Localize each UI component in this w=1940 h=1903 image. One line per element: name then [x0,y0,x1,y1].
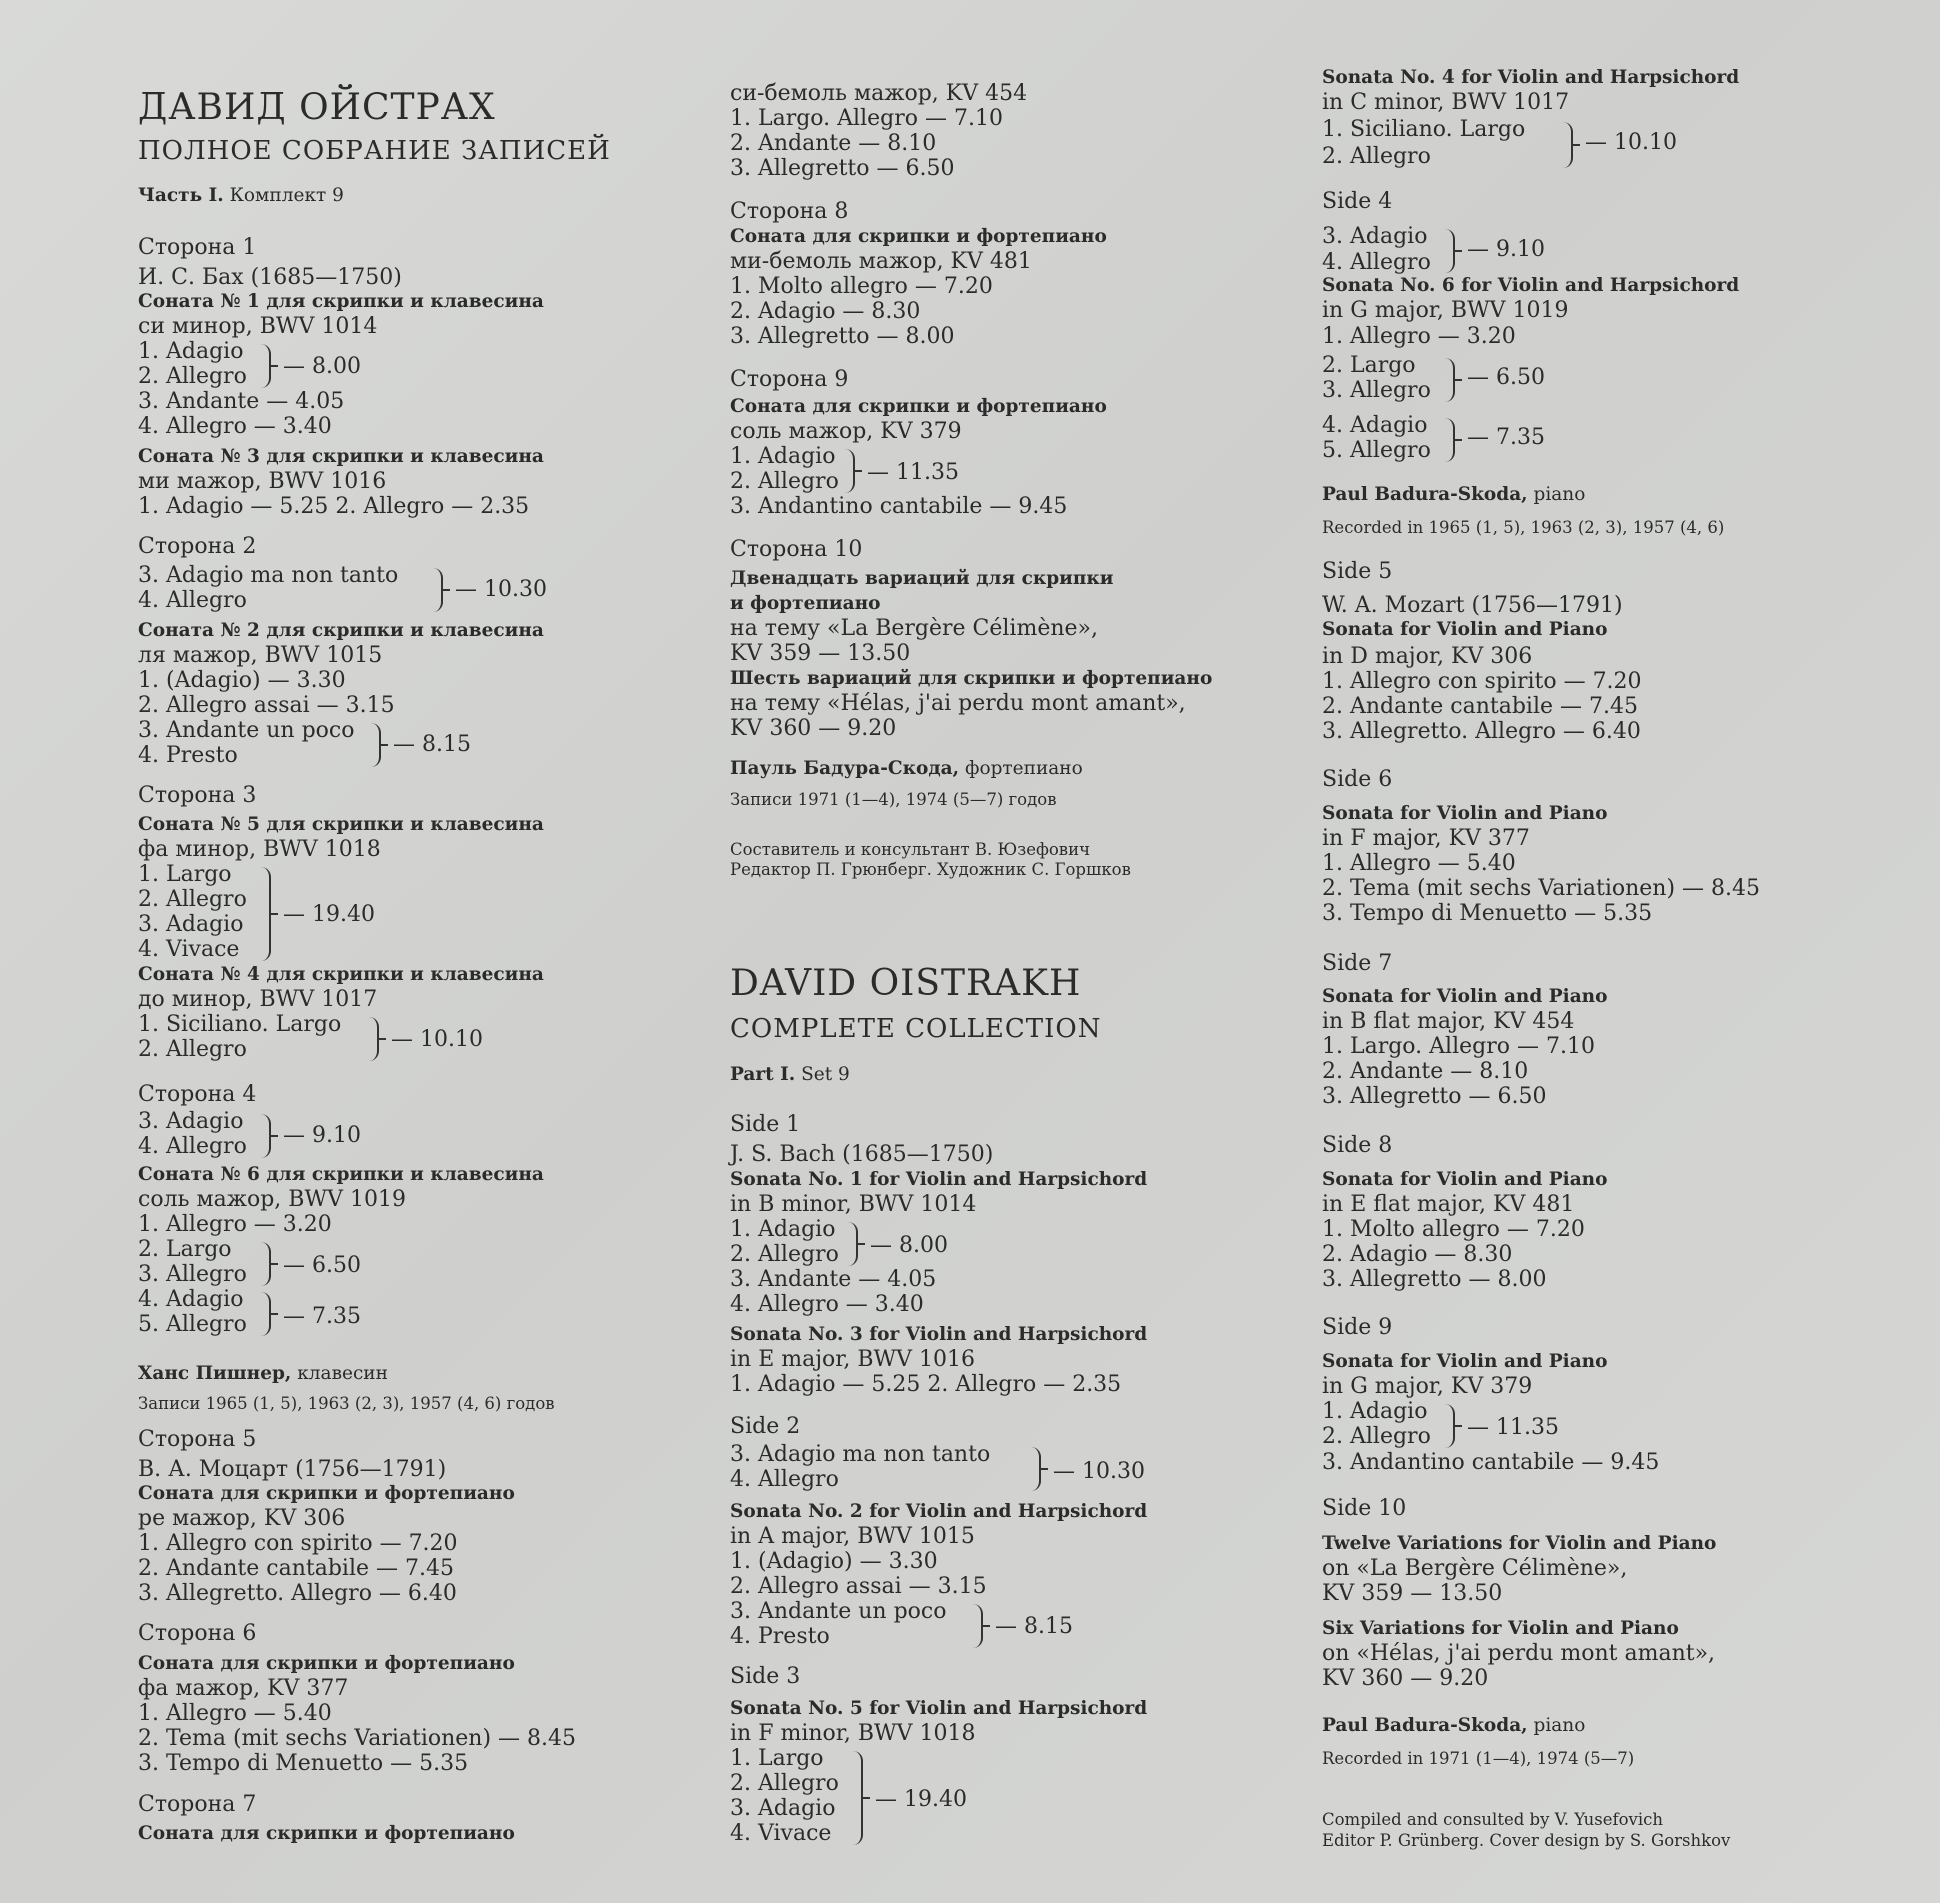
side-heading: Side 5 [1322,559,1393,584]
side-heading: Сторона 6 [138,1621,257,1646]
movement-duration: — 8.00 [870,1233,948,1258]
composer-line: В. А. Моцарт (1756—1791) [138,1457,447,1482]
movement: 1. (Adagio) — 3.30 [730,1549,938,1574]
work-key: in D major, KV 306 [1322,644,1533,669]
movement-duration: — 10.30 [455,577,547,602]
work-key: in G major, BWV 1019 [1322,298,1569,323]
side-heading: Сторона 9 [730,367,849,392]
movement: 4. Adagio [1322,413,1428,438]
movement: 2. Allegro [1322,1424,1431,1449]
movement-duration: — 11.35 [1467,1415,1559,1440]
movement-duration: — 8.15 [995,1614,1073,1639]
movement: 3. Allegretto — 6.50 [730,156,955,181]
movement: 3. Allegretto. Allegro — 6.40 [138,1581,457,1606]
movement: 2. Tema (mit sechs Variationen) — 8.45 [138,1726,577,1751]
movement: 1. Allegro con spirito — 7.20 [1322,669,1642,694]
movement-duration: — 8.00 [283,354,361,379]
side-heading: Сторона 7 [138,1792,257,1817]
brace-bracket [1442,1404,1455,1448]
work-key: ми-бемоль мажор, KV 481 [730,249,1032,274]
recording-dates: Recorded in 1965 (1, 5), 1963 (2, 3), 1957 (4, 6) [1322,518,1725,537]
work-key: соль мажор, KV 379 [730,419,962,444]
movement: 2. Allegro [730,469,839,494]
side-heading: Side 3 [730,1664,801,1689]
side-heading: Side 7 [1322,951,1393,976]
movement: 1. Adagio [138,339,244,364]
work-title: Sonata No. 4 for Violin and Harpsichord [1322,67,1740,88]
work-key: соль мажор, BWV 1019 [138,1187,406,1212]
movement: 1. Siciliano. Largo [138,1012,342,1037]
recording-dates: Записи 1971 (1—4), 1974 (5—7) годов [730,790,1057,809]
work-key: in A major, BWV 1015 [730,1524,975,1549]
work-key: in C minor, BWV 1017 [1322,90,1570,115]
movement: 2. Largo [138,1237,232,1262]
subtitle-ru: ПОЛНОЕ СОБРАНИЕ ЗАПИСЕЙ [138,136,611,166]
movement: 2. Allegro [730,1771,839,1796]
part-label: Часть I. [138,185,224,206]
performer-name: Paul Badura-Skoda, [1322,484,1528,505]
movement: 2. Andante — 8.10 [730,131,937,156]
movement: 3. Allegretto — 8.00 [730,324,955,349]
movement: 4. Adagio [138,1287,244,1312]
movement: 3. Adagio [1322,224,1428,249]
movement-duration: — 6.50 [1467,365,1545,390]
movement: 4. Allegro [1322,250,1431,275]
movement-duration: — 10.30 [1053,1459,1145,1484]
performer-instrument: piano [1527,484,1586,505]
movement: 3. Tempo di Menuetto — 5.35 [1322,901,1653,926]
work-title: Sonata for Violin and Piano [1322,1351,1608,1372]
movement: 4. Vivace [138,937,240,962]
movement: 3. Allegretto. Allegro — 6.40 [1322,719,1641,744]
brace-bracket [850,1751,863,1845]
side-heading: Сторона 4 [138,1082,257,1107]
brace-bracket [258,1292,271,1336]
work-title: Соната № 1 для скрипки и клавесина [138,291,544,312]
movement: 1. Adagio [730,1217,836,1242]
movement: 4. Presto [138,743,238,768]
work-theme: на тему «La Bergère Célimène», [730,616,1098,641]
movement: 2. Allegro [1322,144,1431,169]
performer-name: Пауль Бадура-Скода, [730,758,960,779]
work-title: Sonata for Violin and Piano [1322,619,1608,640]
movement-duration: — 10.10 [391,1027,483,1052]
performer-instrument: клавесин [291,1363,388,1384]
movement: 4. Presto [730,1624,830,1649]
title-ru: ДАВИД ОЙСТРАХ [138,87,496,128]
work-key: си-бемоль мажор, KV 454 [730,81,1028,106]
recording-dates: Recorded in 1971 (1—4), 1974 (5—7) [1322,1749,1635,1768]
movement: 2. Allegro [138,364,247,389]
work-catalog: KV 359 — 13.50 [1322,1581,1503,1606]
movement: 2. Andante cantabile — 7.45 [138,1556,454,1581]
recording-dates: Записи 1965 (1, 5), 1963 (2, 3), 1957 (4, 6) годов [138,1394,555,1413]
side-heading: Side 9 [1322,1315,1393,1340]
work-title: Sonata for Violin and Piano [1322,803,1608,824]
set-label: Комплект 9 [223,185,344,206]
movement: 4. Allegro [730,1467,839,1492]
movement: 1. Allegro — 3.20 [138,1212,332,1237]
work-title: Соната № 2 для скрипки и клавесина [138,620,544,641]
movement: 1. Largo. Allegro — 7.10 [1322,1034,1595,1059]
movement: 3. Andante un poco [138,718,355,743]
work-title: Соната для скрипки и фортепиано [730,396,1107,417]
performer-line [1322,1714,1585,1738]
brace-bracket [1442,229,1455,273]
work-key: ля мажор, BWV 1015 [138,643,383,668]
work-key: ми мажор, BWV 1016 [138,469,387,494]
side-heading: Side 1 [730,1112,801,1137]
movement: 3. Allegretto — 6.50 [1322,1084,1547,1109]
movement: 2. Allegro [138,1037,247,1062]
movement: 4. Allegro [138,588,247,613]
movement: 3. Andante un poco [730,1599,947,1624]
movement: 3. Allegretto — 8.00 [1322,1267,1547,1292]
credits-line: Editor P. Grünberg. Cover design by S. Gorshkov [1322,1831,1731,1850]
movement: 1. Allegro — 5.40 [1322,851,1516,876]
work-key: in F major, KV 377 [1322,826,1530,851]
side-heading: Сторона 10 [730,537,863,562]
movement: 3. Adagio [138,1109,244,1134]
brace-bracket [1560,122,1573,168]
movement-duration: — 8.15 [393,732,471,757]
credits-line: Редактор П. Грюнберг. Художник С. Горшков [730,860,1131,879]
work-key: in E major, BWV 1016 [730,1347,976,1372]
side-heading: Side 8 [1322,1133,1393,1158]
work-key: in B flat major, KV 454 [1322,1009,1575,1034]
movement: 1. Largo [730,1746,824,1771]
work-title: Соната для скрипки и фортепиано [730,226,1107,247]
movement: 2. Adagio — 8.30 [1322,1242,1513,1267]
movement-duration: — 9.10 [283,1123,361,1148]
work-title: Соната № 4 для скрипки и клавесина [138,964,544,985]
credits-line: Compiled and consulted by V. Yusefovich [1322,1810,1664,1829]
side-heading: Side 2 [730,1414,801,1439]
movement: 2. Andante — 8.10 [1322,1059,1529,1084]
movement: 1. Adagio [1322,1399,1428,1424]
movement-duration: — 6.50 [283,1253,361,1278]
brace-bracket [258,867,271,961]
movement: 4. Allegro [138,1134,247,1159]
credits-line: Составитель и консультант В. Юзефович [730,840,1091,859]
movement: 3. Andante — 4.05 [138,389,345,414]
movement: 1. Largo [138,862,232,887]
work-title: Sonata No. 1 for Violin and Harpsichord [730,1169,1148,1190]
movement: 5. Allegro [138,1312,247,1337]
work-key: in E flat major, KV 481 [1322,1192,1575,1217]
movement: 2. Adagio — 8.30 [730,299,921,324]
performer-line [138,1362,388,1386]
side-heading: Сторона 1 [138,235,257,260]
part-set-ru [138,184,344,208]
movement: 4. Allegro — 3.40 [138,414,332,439]
work-title: Sonata No. 6 for Violin and Harpsichord [1322,275,1740,296]
set-label: Set 9 [795,1064,850,1085]
brace-bracket [366,1017,379,1061]
performer-instrument: фортепиано [959,758,1083,779]
work-key: си минор, BWV 1014 [138,314,378,339]
movement: 2. Largo [1322,353,1416,378]
brace-bracket [1028,1447,1041,1491]
work-catalog: KV 360 — 9.20 [1322,1666,1489,1691]
movement: 1. Allegro con spirito — 7.20 [138,1531,458,1556]
brace-bracket [1442,358,1455,402]
side-heading: Сторона 3 [138,783,257,808]
side-heading: Сторона 8 [730,199,849,224]
movement: 3. Andante — 4.05 [730,1267,937,1292]
movement-duration: — 19.40 [283,902,375,927]
movement: 5. Allegro [1322,438,1431,463]
movement: 3. Adagio [138,912,244,937]
performer-line [1322,483,1585,507]
movement: 3. Andantino cantabile — 9.45 [1322,1450,1660,1475]
work-key: in B minor, BWV 1014 [730,1192,977,1217]
movement-duration: — 7.35 [1467,425,1545,450]
movement: 1. Adagio — 5.25 2. Allegro — 2.35 [138,494,530,519]
brace-bracket [258,1242,271,1286]
work-title: Sonata No. 2 for Violin and Harpsichord [730,1501,1148,1522]
performer-instrument: piano [1527,1715,1586,1736]
movement: 4. Allegro — 3.40 [730,1292,924,1317]
work-title: Twelve Variations for Violin and Piano [1322,1533,1717,1554]
movement-duration: — 9.10 [1467,237,1545,262]
composer-line: W. A. Mozart (1756—1791) [1322,593,1623,618]
brace-bracket [845,1222,858,1266]
work-title: Соната № 5 для скрипки и клавесина [138,814,544,835]
work-title: Соната для скрипки и фортепиано [138,1483,515,1504]
brace-bracket [970,1604,983,1648]
movement: 4. Vivace [730,1821,832,1846]
work-title: Соната № 3 для скрипки и клавесина [138,446,544,467]
work-title: Двенадцать вариаций для скрипки [730,568,1114,589]
movement: 2. Allegro [138,887,247,912]
movement: 3. Allegro [1322,378,1431,403]
work-title: Шесть вариаций для скрипки и фортепиано [730,668,1213,689]
movement: 2. Allegro assai — 3.15 [138,693,395,718]
work-theme: on «Hélas, j'ai perdu mont amant», [1322,1641,1716,1666]
work-title: Sonata No. 3 for Violin and Harpsichord [730,1324,1148,1345]
brace-bracket [368,723,381,767]
movement: 2. Tema (mit sechs Variationen) — 8.45 [1322,876,1761,901]
movement: 1. Siciliano. Largo [1322,117,1526,142]
part-label: Part I. [730,1064,796,1085]
work-title: Соната для скрипки и фортепиано [138,1653,515,1674]
performer-name: Ханс Пишнер, [138,1363,292,1384]
movement: 1. Molto allegro — 7.20 [1322,1217,1585,1242]
brace-bracket [430,568,443,612]
movement: 1. Allegro — 3.20 [1322,324,1516,349]
brace-bracket [1442,418,1455,462]
brace-bracket [842,449,855,493]
performer-line [730,757,1083,781]
movement: 3. Adagio ma non tanto [730,1442,991,1467]
movement: 3. Andantino cantabile — 9.45 [730,494,1068,519]
work-catalog: KV 359 — 13.50 [730,641,911,666]
movement: 2. Andante cantabile — 7.45 [1322,694,1638,719]
movement-duration: — 10.10 [1585,130,1677,155]
work-title: Sonata No. 5 for Violin and Harpsichord [730,1698,1148,1719]
title-en: DAVID OISTRAKH [730,963,1082,1004]
side-heading: Сторона 5 [138,1427,257,1452]
composer-line: И. С. Бах (1685—1750) [138,265,402,290]
work-key: in G major, KV 379 [1322,1374,1533,1399]
movement: 3. Allegro [138,1262,247,1287]
part-set-en [730,1063,850,1087]
side-heading: Side 6 [1322,767,1393,792]
side-heading: Сторона 2 [138,534,257,559]
work-theme: на тему «Hélas, j'ai perdu mont amant», [730,691,1186,716]
movement: 1. Adagio — 5.25 2. Allegro — 2.35 [730,1372,1122,1397]
movement: 1. Molto allegro — 7.20 [730,274,993,299]
work-key: in F minor, BWV 1018 [730,1721,976,1746]
subtitle-en: COMPLETE COLLECTION [730,1014,1102,1044]
movement: 2. Allegro [730,1242,839,1267]
performer-name: Paul Badura-Skoda, [1322,1715,1528,1736]
work-title: Соната № 6 для скрипки и клавесина [138,1164,544,1185]
movement-duration: — 7.35 [283,1304,361,1329]
movement: 1. (Adagio) — 3.30 [138,668,346,693]
work-title: и фортепиано [730,593,881,614]
work-title: Соната для скрипки и фортепиано [138,1823,515,1844]
movement-duration: — 19.40 [875,1787,967,1812]
work-key: до минор, BWV 1017 [138,987,378,1012]
composer-line: J. S. Bach (1685—1750) [730,1142,994,1167]
work-title: Sonata for Violin and Piano [1322,1169,1608,1190]
movement: 2. Allegro assai — 3.15 [730,1574,987,1599]
movement: 1. Largo. Allegro — 7.10 [730,106,1003,131]
brace-bracket [258,1114,271,1158]
side-heading: Side 10 [1322,1496,1407,1521]
movement: 3. Tempo di Menuetto — 5.35 [138,1751,469,1776]
work-key: фа минор, BWV 1018 [138,837,381,862]
work-key: ре мажор, KV 306 [138,1506,346,1531]
movement: 3. Adagio [730,1796,836,1821]
work-title: Six Variations for Violin and Piano [1322,1618,1679,1639]
movement: 1. Adagio [730,444,836,469]
movement: 1. Allegro — 5.40 [138,1701,332,1726]
work-theme: on «La Bergère Célimène», [1322,1556,1628,1581]
brace-bracket [258,344,271,388]
movement-duration: — 11.35 [867,460,959,485]
side-heading: Side 4 [1322,189,1393,214]
work-catalog: KV 360 — 9.20 [730,716,897,741]
movement: 3. Adagio ma non tanto [138,563,399,588]
work-title: Sonata for Violin and Piano [1322,986,1608,1007]
work-key: фа мажор, KV 377 [138,1676,349,1701]
